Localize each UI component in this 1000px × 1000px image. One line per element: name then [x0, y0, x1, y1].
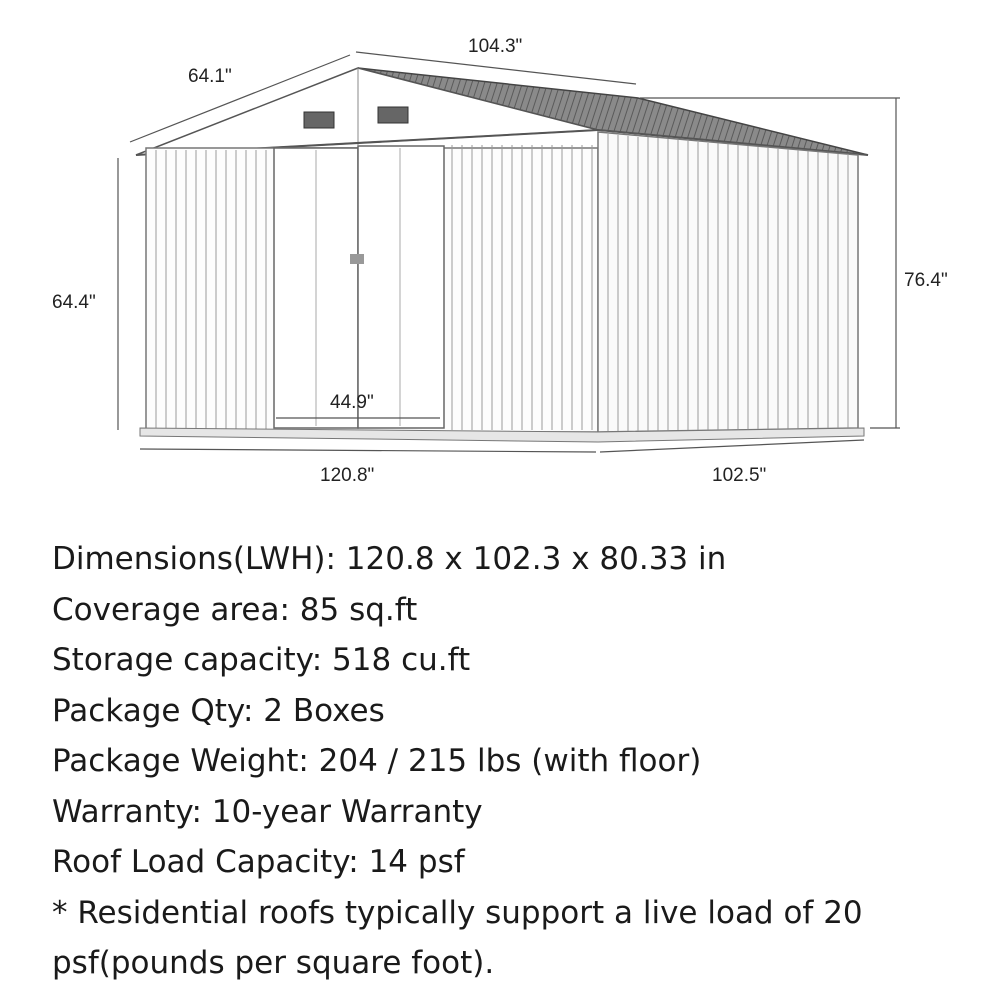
spec-package-weight: Package Weight: 204 / 215 lbs (with floor) [52, 743, 702, 779]
roof-load-note: * Residential roofs typically support a live load of 20 psf(pounds per square foot). [52, 894, 863, 981]
vent-icon [304, 112, 334, 128]
spec-list [52, 534, 982, 989]
front-width-dimension: 120.8" [320, 465, 375, 486]
door-handle-icon [350, 254, 364, 264]
door-width-dimension: 44.9" [330, 392, 374, 413]
vent-icon [378, 107, 408, 123]
roof-slope-dimension: 64.1" [188, 66, 232, 87]
peak-height-dimension: 76.4" [904, 270, 948, 291]
spec-package-qty: Package Qty: 2 Boxes [52, 692, 385, 729]
depth-dimension: 102.5" [712, 465, 767, 486]
roof-length-dimension: 104.3" [468, 36, 523, 57]
spec-dimensions: Dimensions(LWH): 120.8 x 102.3 x 80.33 in [52, 541, 727, 577]
spec-roof-load: Roof Load Capacity: 14 psf [52, 844, 465, 880]
shed-door-right [358, 146, 444, 428]
spec-storage-capacity: Storage capacity: 518 cu.ft [52, 642, 471, 678]
spec-coverage-area: Coverage area: 85 sq.ft [52, 591, 418, 628]
side-wall-height-dimension: 64.4" [52, 292, 96, 313]
spec-warranty: Warranty: 10-year Warranty [52, 793, 483, 830]
